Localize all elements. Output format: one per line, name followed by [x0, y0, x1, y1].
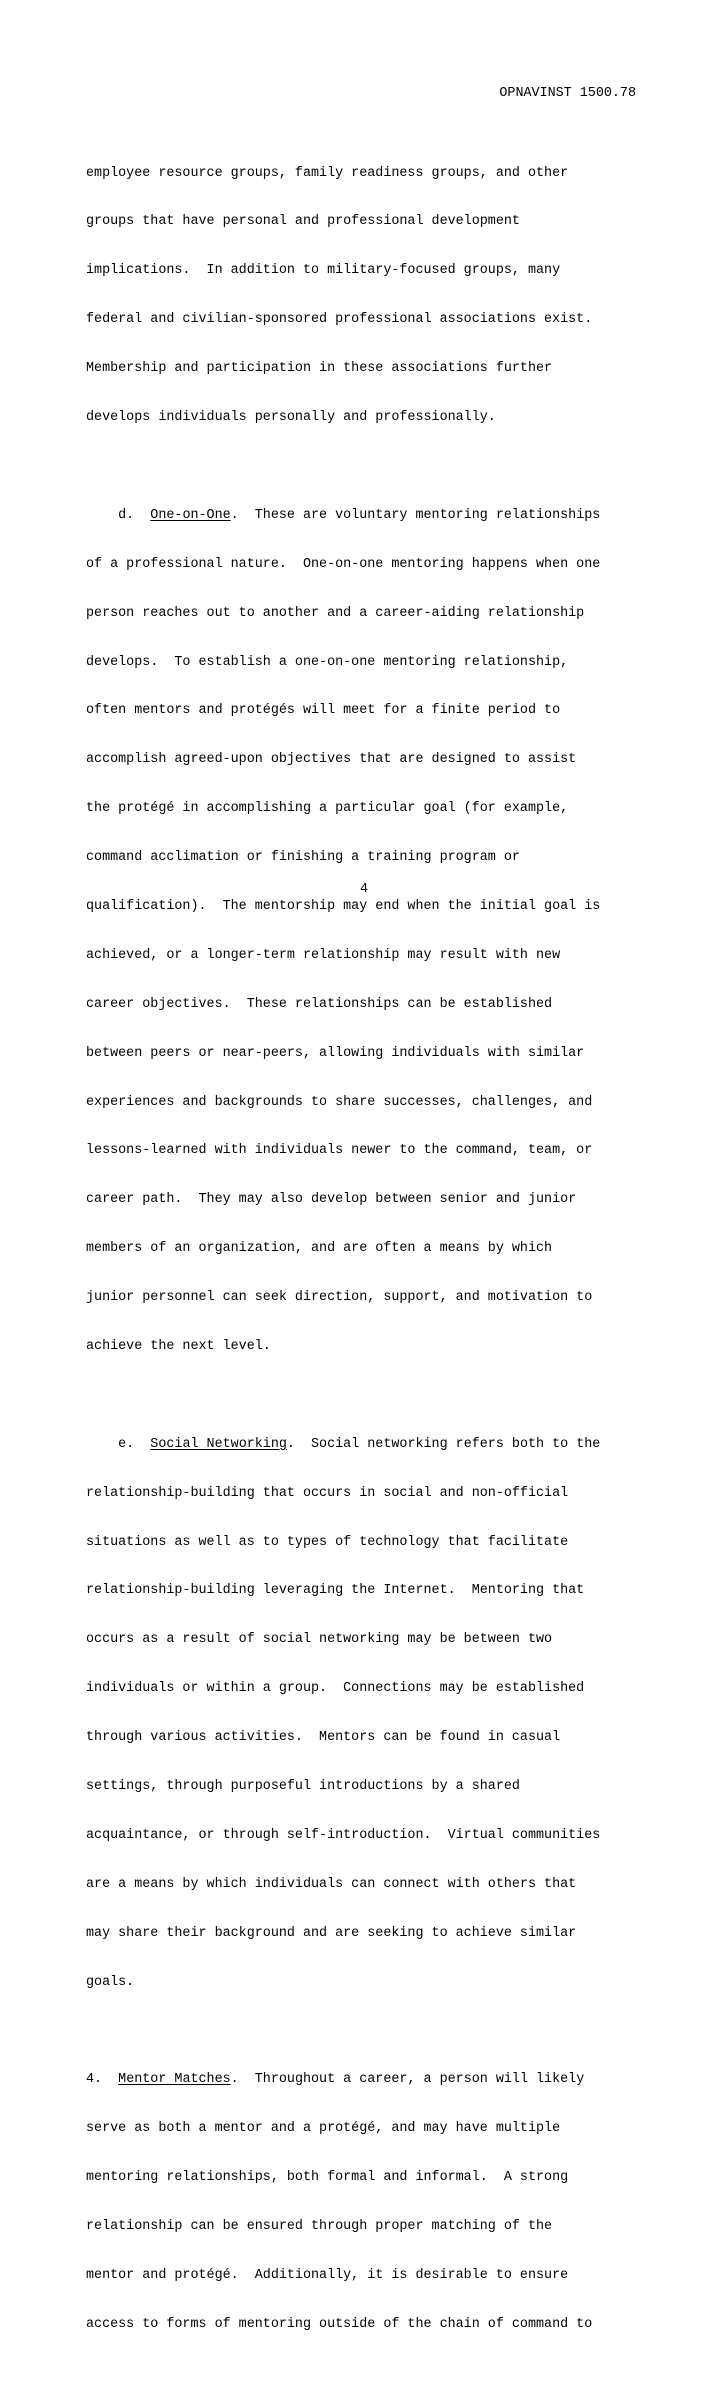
- section-heading: Social Networking: [150, 1436, 287, 1452]
- text-line: Membership and participation in these associations further: [86, 361, 553, 377]
- text-line: settings, through purposeful introductions by a shared: [86, 1778, 520, 1794]
- text-line: may share their background and are seeking to achieve similar: [86, 1925, 577, 1941]
- text-line: develops. To establish a one-on-one mentoring relationship,: [86, 654, 569, 670]
- text-line: members of an organization, and are often a means by which: [86, 1241, 553, 1257]
- text-line: groups that have personal and professional development: [86, 214, 520, 230]
- first-line-text: . Throughout a career, a person will likely: [230, 2072, 585, 2088]
- text-line: between peers or near-peers, allowing individuals with similar: [86, 1045, 585, 1061]
- text-line: accomplish agreed-upon objectives that are designed to assist: [86, 752, 577, 768]
- paragraph-first-line: [86, 508, 646, 524]
- text-line: experiences and backgrounds to share successes, challenges, and: [86, 1094, 593, 1110]
- paragraph-label: 4.: [86, 2072, 119, 2088]
- paragraph-mentor-matches: [86, 2040, 646, 2366]
- text-line: the protégé in accomplishing a particular goal (for example,: [86, 801, 569, 817]
- text-line: acquaintance, or through self-introduction. Virtual communities: [86, 1827, 601, 1843]
- section-heading: One-on-One: [150, 507, 231, 523]
- text-line: serve as both a mentor and a protégé, and may have multiple: [86, 2121, 561, 2137]
- text-line: person reaches out to another and a career-aiding relationship: [86, 605, 585, 621]
- page-number: 4: [359, 882, 369, 897]
- text-line: of a professional nature. One-on-one mentoring happens when one: [86, 556, 601, 572]
- paragraph-continuation: [86, 133, 646, 459]
- paragraph-social-networking: [86, 1404, 646, 2023]
- text-line: mentor and protégé. Additionally, it is desirable to ensure: [86, 2267, 569, 2283]
- paragraph-first-line: [86, 1437, 646, 1453]
- text-line: mentoring relationships, both formal and informal. A strong: [86, 2170, 569, 2186]
- paragraph-one-on-one: [86, 475, 646, 1388]
- text-line: are a means by which individuals can connect with others that: [86, 1876, 577, 1892]
- text-line: junior personnel can seek direction, support, and motivation to: [86, 1290, 593, 1306]
- text-line: implications. In addition to military-focused groups, many: [86, 263, 561, 279]
- first-line-text: . These are voluntary mentoring relationships: [230, 507, 601, 523]
- text-line: develops individuals personally and professionally.: [86, 410, 496, 426]
- text-line: career objectives. These relationships can be established: [86, 996, 553, 1012]
- first-line-text: . Social networking refers both to the: [286, 1436, 601, 1452]
- text-line: relationship-building that occurs in social and non-official: [86, 1485, 569, 1501]
- text-line: relationship can be ensured through proper matching of the: [86, 2219, 553, 2234]
- text-line: often mentors and protégés will meet for a finite period to: [86, 703, 561, 719]
- text-line: federal and civilian-sponsored professional associations exist.: [86, 312, 593, 328]
- text-line: individuals or within a group. Connections may be established: [86, 1681, 585, 1697]
- text-line: relationship-building leveraging the Internet. Mentoring that: [86, 1583, 585, 1599]
- text-line: goals.: [86, 1974, 135, 1990]
- document-identifier: OPNAVINST 1500.78: [499, 86, 636, 101]
- text-line: through various activities. Mentors can be found in casual: [86, 1730, 561, 1746]
- paragraph-label: d.: [86, 507, 151, 523]
- text-line: achieve the next level.: [86, 1338, 271, 1354]
- section-heading: Mentor Matches: [118, 2072, 231, 2088]
- text-line: employee resource groups, family readiness groups, and other: [86, 165, 569, 181]
- text-line: access to forms of mentoring outside of the chain of command to: [86, 2316, 593, 2332]
- text-line: situations as well as to types of technology that facilitate: [86, 1534, 569, 1550]
- text-line: qualification). The mentorship may end when the initial goal is: [86, 898, 601, 914]
- document-body: [86, 133, 646, 2382]
- text-line: lessons-learned with individuals newer to the command, team, or: [86, 1143, 593, 1159]
- paragraph-label: e.: [86, 1436, 151, 1452]
- paragraph-first-line: [86, 2072, 646, 2088]
- text-line: occurs as a result of social networking may be between two: [86, 1632, 553, 1648]
- text-line: achieved, or a longer-term relationship may result with new: [86, 947, 561, 963]
- text-line: career path. They may also develop between senior and junior: [86, 1192, 577, 1208]
- text-line: command acclimation or finishing a training program or: [86, 850, 520, 866]
